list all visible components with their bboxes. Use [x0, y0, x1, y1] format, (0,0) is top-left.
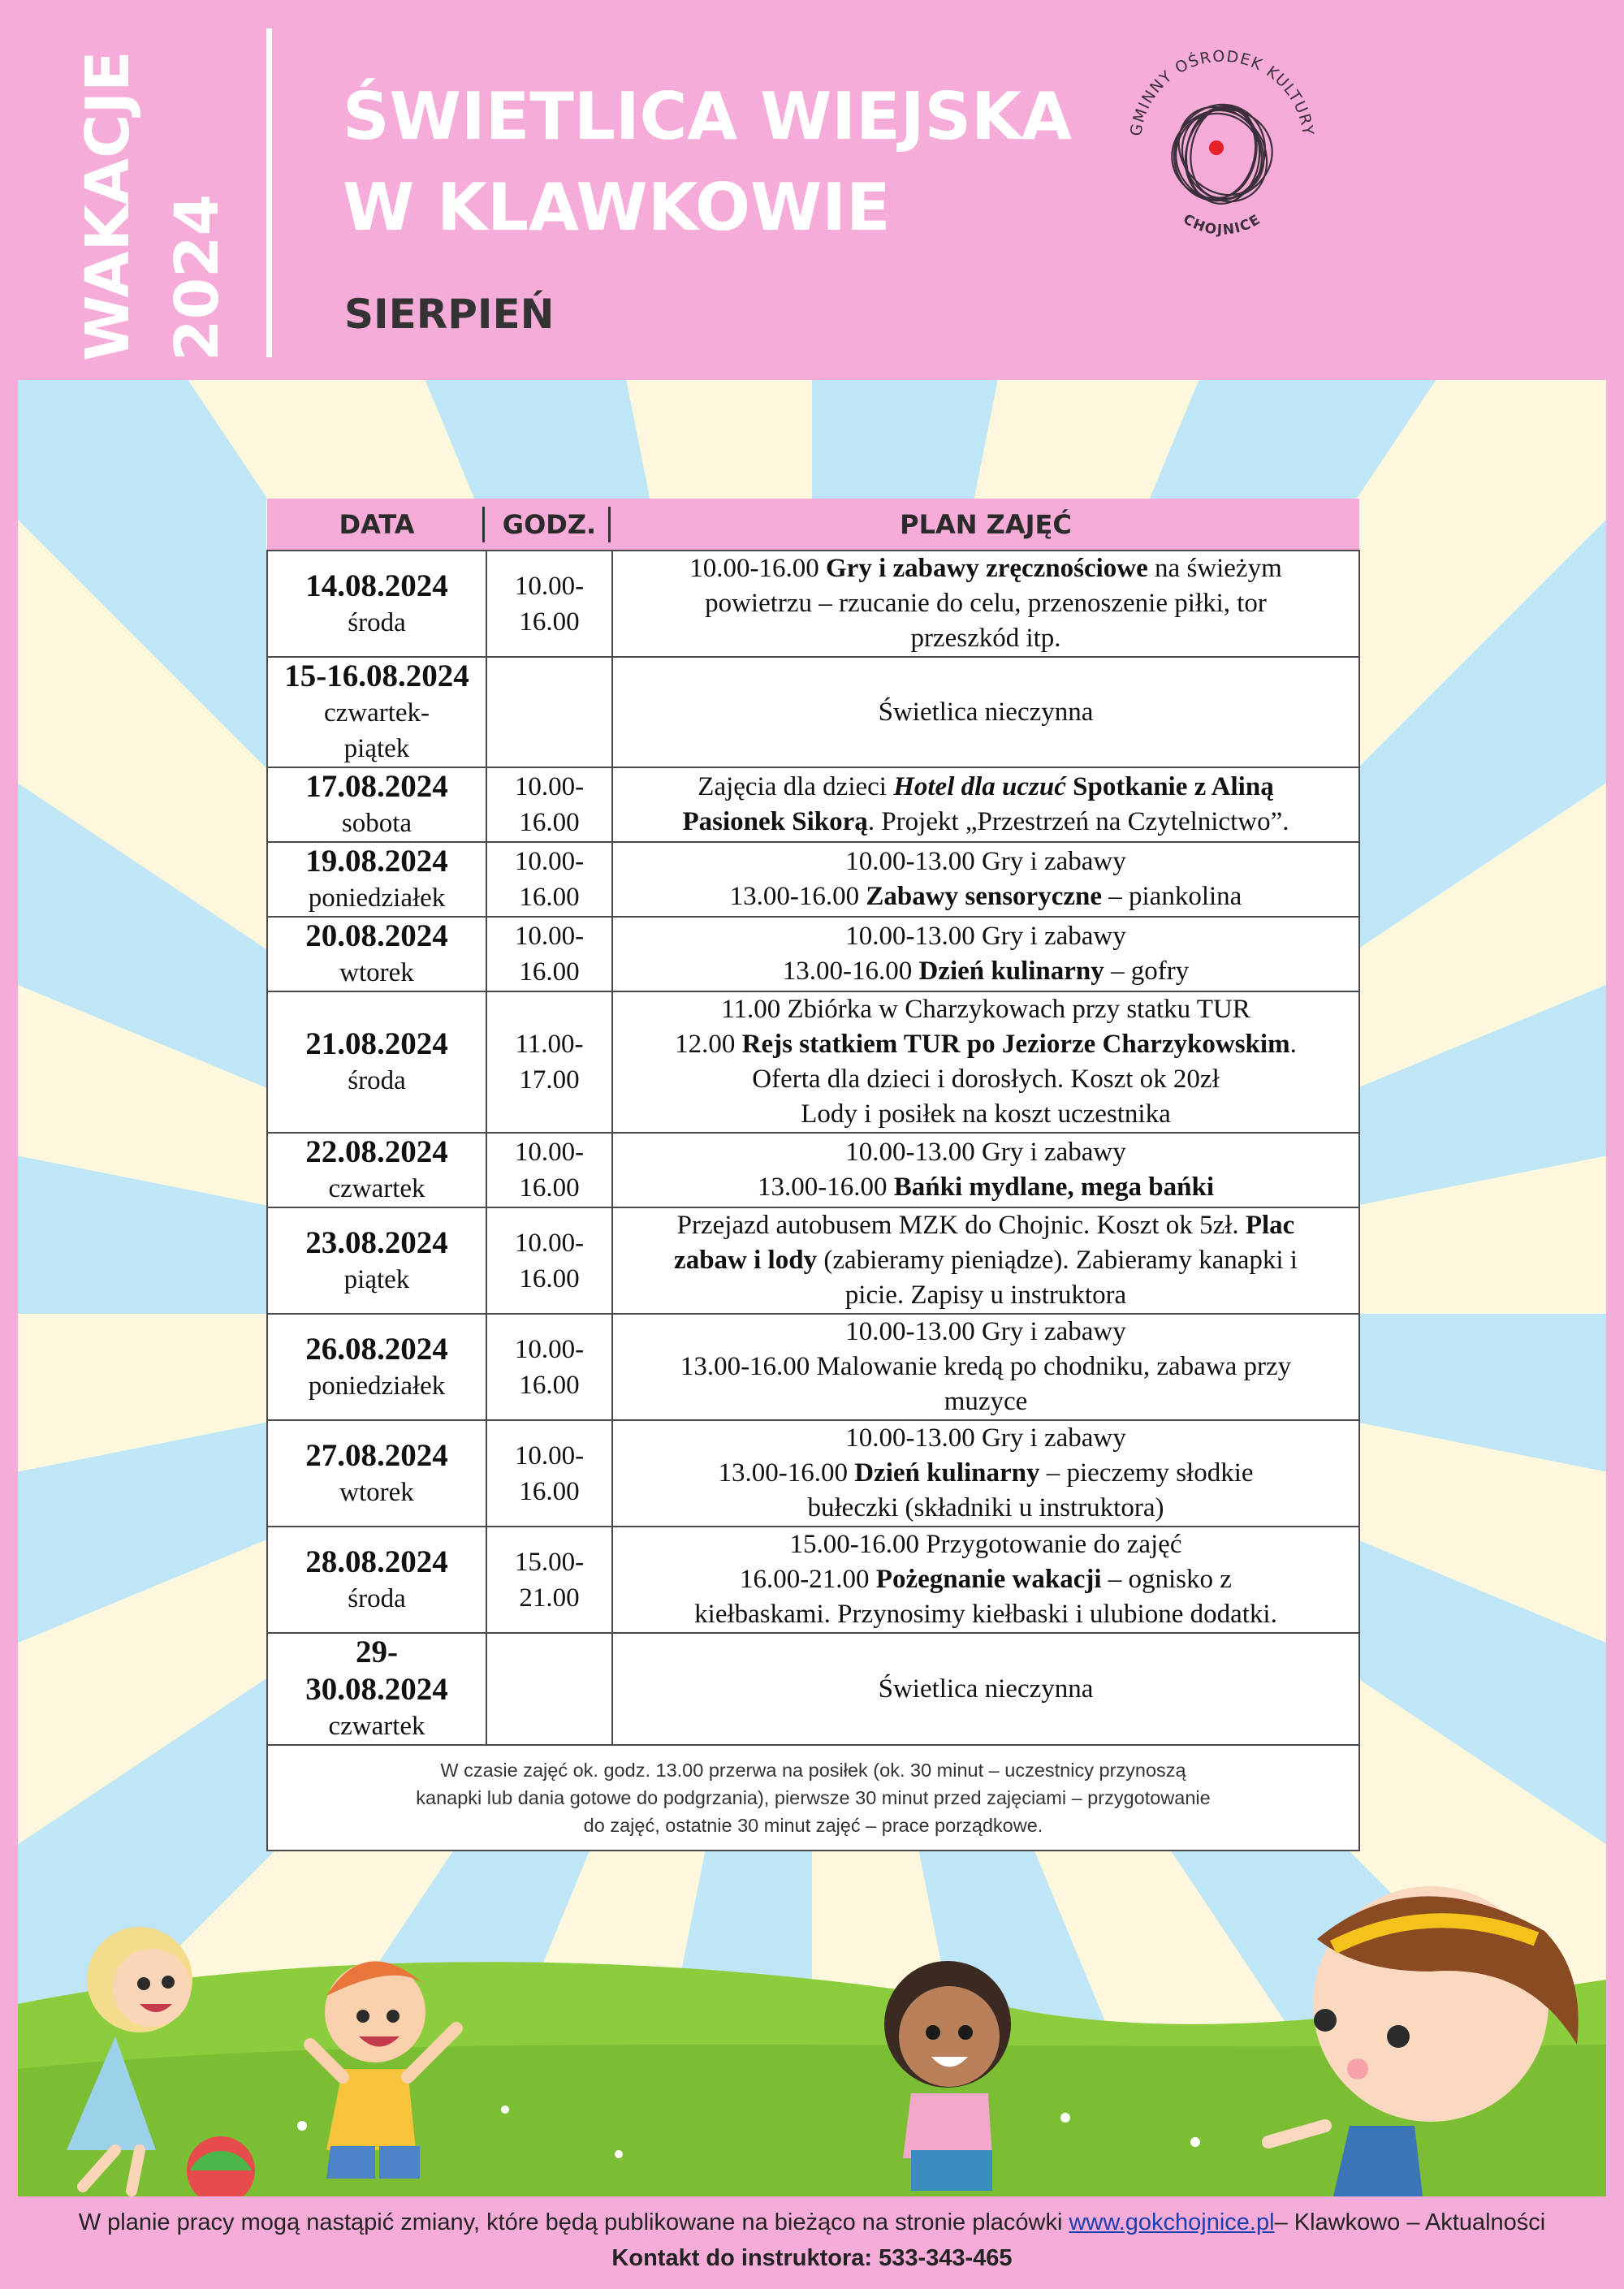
plan-text: picie. Zapisy u instruktora	[844, 1281, 1127, 1310]
website-link[interactable]: www.gokchojnice.pl	[1069, 2209, 1275, 2235]
note-line: kanapki lub dania gotowe do podgrzania), pierwsze 30 minut przed zajęciami – przygotowanie	[416, 1787, 1211, 1808]
plan-line	[620, 586, 1352, 621]
plan-text: 10.00-13.00 Gry i zabawy	[845, 1138, 1126, 1167]
plan-text: na świeżym	[1147, 554, 1282, 583]
plan-cell	[612, 991, 1359, 1133]
date-value: 19.08.2024	[305, 844, 448, 879]
vertical-title	[70, 32, 232, 365]
plan-line	[620, 1597, 1352, 1632]
plan-text: bułeczki (składniki u instruktora)	[807, 1493, 1164, 1522]
plan-cell	[612, 551, 1359, 657]
plan-text: . Projekt „Przestrzeń na Czytelnictwo”.	[867, 807, 1289, 836]
plan-line	[620, 621, 1352, 656]
hours-value: 16.00	[519, 957, 580, 987]
plan-line	[620, 1097, 1352, 1132]
plan-line	[620, 919, 1352, 954]
plan-line	[620, 1384, 1352, 1419]
date-cell	[267, 767, 486, 842]
plan-text: 13.00-16.00 Malowanie kredą po chodniku, zabawa przy	[680, 1352, 1292, 1381]
plan-text: Zajęcia dla dzieci	[698, 772, 894, 801]
plan-line	[620, 1527, 1352, 1562]
schedule-table	[266, 499, 1360, 1851]
plan-line	[620, 879, 1352, 914]
header-separator	[608, 507, 611, 542]
date-cell	[267, 1133, 486, 1207]
plan-cell	[612, 1527, 1359, 1633]
header-date	[267, 499, 486, 551]
plan-cell	[612, 842, 1359, 917]
plan-text: Pasionek Sikorą	[682, 807, 868, 836]
plan-line	[620, 1456, 1352, 1491]
plan-line	[620, 844, 1352, 879]
date-value: 26.08.2024	[305, 1331, 448, 1367]
plan-line	[620, 992, 1352, 1027]
plan-text: 10.00-13.00 Gry i zabawy	[845, 847, 1126, 876]
plan-line	[620, 1278, 1352, 1313]
plan-line	[620, 1491, 1352, 1526]
plan-cell	[612, 767, 1359, 842]
schedule-row	[267, 551, 1359, 657]
hours-value: 10.00-	[514, 1138, 585, 1167]
hours-cell	[486, 551, 612, 657]
plan-text: Gry i zabawy zręcznościowe	[826, 554, 1148, 583]
hours-value: 16.00	[519, 1263, 580, 1294]
hours-cell	[486, 767, 612, 842]
plan-line	[620, 1421, 1352, 1456]
plan-line	[620, 1562, 1352, 1597]
vertical-title-line-1: WAKACJE	[73, 50, 143, 361]
plan-cell	[612, 1207, 1359, 1314]
schedule-row	[267, 991, 1359, 1133]
weekday-label: czwartek-	[323, 698, 430, 728]
hours-value: 10.00-	[514, 847, 585, 876]
schedule-row	[267, 917, 1359, 991]
header-plan-label: PLAN ZAJĘĆ	[900, 508, 1072, 540]
plan-text: 13.00-16.00	[718, 1458, 855, 1488]
date-value: 22.08.2024	[305, 1134, 448, 1169]
plan-text: 13.00-16.00	[757, 1173, 894, 1202]
schedule-row	[267, 1633, 1359, 1745]
weekday-label: sobota	[341, 809, 412, 838]
table-header-row	[267, 499, 1359, 551]
logo-bottom-text: CHOJNICE	[1180, 211, 1264, 239]
schedule-row	[267, 767, 1359, 842]
weekday-label: czwartek	[328, 1174, 425, 1203]
plan-text: 15.00-16.00 Przygotowanie do zajęć	[789, 1530, 1182, 1559]
date-cell	[267, 657, 486, 767]
plan-text: 10.00-13.00 Gry i zabawy	[845, 1423, 1126, 1453]
weekday-label: środa	[348, 1583, 406, 1613]
footer-notice-suffix: – Klawkowo – Aktualności	[1274, 2209, 1546, 2235]
plan-line	[620, 695, 1352, 730]
schedule-note	[267, 1745, 1359, 1851]
schedule-row	[267, 1527, 1359, 1633]
plan-text: 10.00-13.00 Gry i zabawy	[845, 922, 1126, 951]
plan-cell	[612, 1420, 1359, 1527]
page-title-line-2: W KLAWKOWIE	[343, 170, 891, 245]
schedule-row	[267, 842, 1359, 917]
date-value: 29-	[356, 1635, 398, 1669]
hours-value: 11.00-	[515, 1030, 584, 1059]
hours-cell	[486, 1133, 612, 1207]
weekday-label: piątek	[343, 734, 410, 763]
header-date-label: DATA	[339, 508, 415, 540]
plan-text: 11.00 Zbiórka w Charzykowach przy statku TUR	[721, 995, 1250, 1024]
plan-line	[620, 1062, 1352, 1097]
hours-cell	[486, 917, 612, 991]
weekday-label: środa	[348, 607, 406, 637]
date-cell	[267, 991, 486, 1133]
footer-notice-text: W planie pracy mogą nastąpić zmiany, które będą publikowane na bieżąco na stronie placówki	[78, 2209, 1069, 2235]
schedule-body	[267, 551, 1359, 1745]
plan-text: kiełbaskami. Przynosimy kiełbaski i ulubione dodatki.	[694, 1600, 1277, 1629]
vertical-title-svg	[70, 32, 232, 365]
page-title-line-1: ŚWIETLICA WIEJSKA	[343, 79, 1073, 154]
plan-line	[620, 805, 1352, 840]
plan-text: Dzień kulinarny	[854, 1458, 1040, 1488]
plan-text: – pieczemy słodkie	[1039, 1458, 1254, 1488]
hours-value: 10.00-	[514, 772, 585, 801]
plan-text: Przejazd autobusem MZK do Chojnic. Koszt ok 5zł.	[676, 1211, 1246, 1240]
plan-line	[620, 1672, 1352, 1707]
hours-value: 16.00	[519, 1476, 580, 1506]
schedule-row	[267, 1207, 1359, 1314]
hours-value: 10.00-	[514, 1334, 585, 1364]
plan-text: zabaw i lody	[674, 1246, 818, 1275]
plan-text: – piankolina	[1102, 882, 1242, 911]
hours-value: 16.00	[519, 1370, 580, 1400]
weekday-label: środa	[348, 1066, 406, 1095]
plan-cell	[612, 657, 1359, 767]
plan-text: Dzień kulinarny	[918, 957, 1104, 986]
plan-cell	[612, 1314, 1359, 1420]
date-value: 17.08.2024	[305, 769, 448, 804]
plan-line	[620, 1135, 1352, 1170]
plan-text: 13.00-16.00	[729, 882, 866, 911]
date-cell	[267, 1527, 486, 1633]
plan-text: muzyce	[944, 1387, 1028, 1416]
plan-line	[620, 1350, 1352, 1384]
hours-value: 16.00	[519, 1173, 580, 1203]
plan-text: Rejs statkiem TUR po Jeziorze Charzykowskim	[741, 1030, 1290, 1059]
date-value: 30.08.2024	[305, 1672, 448, 1707]
header-plan	[612, 499, 1359, 551]
plan-line	[620, 770, 1352, 805]
note-row	[267, 1745, 1359, 1851]
hours-value: 16.00	[519, 808, 580, 837]
hours-value: 21.00	[519, 1583, 580, 1613]
note-line: do zajęć, ostatnie 30 minut zajęć – prace porządkowe.	[583, 1815, 1043, 1836]
weekday-label: poniedziałek	[308, 883, 446, 913]
gok-logo-svg	[1121, 49, 1324, 252]
plan-text: Oferta dla dzieci i dorosłych. Koszt ok 20zł	[752, 1065, 1220, 1094]
date-value: 27.08.2024	[305, 1437, 448, 1473]
plan-text: Zabawy sensoryczne	[866, 882, 1102, 911]
date-cell	[267, 1314, 486, 1420]
kids-scene	[18, 1882, 1606, 2196]
weekday-label: wtorek	[339, 1477, 414, 1507]
hours-value: 16.00	[519, 883, 580, 912]
plan-text: 12.00	[675, 1030, 742, 1059]
plan-text: Spotkanie z Aliną	[1073, 772, 1274, 801]
page-title	[343, 71, 1122, 253]
plan-text	[1066, 772, 1073, 801]
hours-value: 17.00	[519, 1065, 580, 1095]
plan-line	[620, 1027, 1352, 1062]
plan-text: Bańki mydlane, mega bańki	[893, 1173, 1214, 1202]
date-value: 28.08.2024	[305, 1544, 448, 1579]
date-value: 15-16.08.2024	[284, 659, 469, 693]
footer	[0, 2196, 1624, 2289]
hours-value: 10.00-	[514, 1440, 585, 1471]
plan-text: (zabieramy pieniądze). Zabieramy kanapki i	[817, 1246, 1298, 1275]
plan-line	[620, 1208, 1352, 1243]
hours-value: 10.00-	[514, 922, 585, 951]
plan-text: – ognisko z	[1101, 1565, 1232, 1594]
weekday-label: piątek	[343, 1264, 410, 1294]
hours-value: 15.00-	[514, 1547, 585, 1577]
date-value: 14.08.2024	[305, 568, 448, 603]
header-hours	[486, 499, 612, 551]
instructor-contact: Kontakt do instruktora: 533-343-465	[611, 2245, 1013, 2271]
plan-text: Hotel dla uczuć	[893, 772, 1066, 801]
schedule-row	[267, 1314, 1359, 1420]
header-hours-label: GODZ.	[502, 508, 597, 540]
logo-arc-text: GMINNY OŚRODEK KULTURY	[1127, 49, 1317, 138]
header-divider	[266, 28, 272, 357]
hours-cell	[486, 1527, 612, 1633]
date-value: 21.08.2024	[305, 1026, 448, 1061]
date-cell	[267, 551, 486, 657]
header-separator	[482, 507, 485, 542]
hours-cell	[486, 1207, 612, 1314]
plan-text: 13.00-16.00	[782, 957, 919, 986]
date-cell	[267, 1207, 486, 1314]
plan-line	[620, 1315, 1352, 1350]
weekday-label: czwartek	[328, 1712, 425, 1741]
footer-notice	[0, 2209, 1624, 2236]
plan-line	[620, 954, 1352, 989]
plan-text: Świetlica nieczynna	[878, 1674, 1094, 1704]
plan-text: 10.00-13.00 Gry i zabawy	[845, 1317, 1126, 1346]
date-value: 20.08.2024	[305, 918, 448, 953]
gok-logo	[1121, 49, 1324, 252]
date-cell	[267, 1633, 486, 1745]
plan-text: .	[1289, 1030, 1297, 1059]
plan-line	[620, 551, 1352, 586]
weekday-label: poniedziałek	[308, 1371, 446, 1401]
date-cell	[267, 1420, 486, 1527]
plan-cell	[612, 1633, 1359, 1745]
plan-text: Pożegnanie wakacji	[875, 1565, 1102, 1594]
plan-text: 10.00-16.00	[689, 554, 826, 583]
date-value: 23.08.2024	[305, 1224, 448, 1260]
plan-cell	[612, 1133, 1359, 1207]
hours-cell	[486, 1420, 612, 1527]
plan-text: Świetlica nieczynna	[878, 697, 1094, 727]
month-label: SIERPIEŃ	[344, 291, 555, 338]
plan-line	[620, 1170, 1352, 1205]
hours-cell	[486, 1633, 612, 1745]
hours-value: 10.00-	[514, 571, 585, 601]
weekday-label: wtorek	[339, 958, 414, 987]
header	[0, 0, 1624, 380]
plan-text: powietrzu – rzucanie do celu, przenoszenie piłki, tor	[705, 589, 1267, 618]
plan-line	[620, 1243, 1352, 1278]
note-line: W czasie zajęć ok. godz. 13.00 przerwa na posiłek (ok. 30 minut – uczestnicy przynoszą	[440, 1760, 1186, 1781]
hours-value: 10.00-	[514, 1228, 585, 1258]
schedule-row	[267, 657, 1359, 767]
plan-text: przeszkód itp.	[910, 624, 1061, 653]
plan-text: – gofry	[1104, 957, 1190, 986]
plan-cell	[612, 917, 1359, 991]
hours-cell	[486, 1314, 612, 1420]
hours-cell	[486, 991, 612, 1133]
hours-value: 16.00	[519, 607, 580, 637]
plan-text: 16.00-21.00	[740, 1565, 876, 1594]
hours-cell	[486, 842, 612, 917]
date-cell	[267, 917, 486, 991]
logo-red-dot	[1209, 140, 1224, 155]
plan-text: Lody i posiłek na koszt uczestnika	[801, 1099, 1171, 1129]
hours-cell	[486, 657, 612, 767]
plan-text: Plac	[1245, 1211, 1295, 1240]
schedule-row	[267, 1133, 1359, 1207]
date-cell	[267, 842, 486, 917]
vertical-title-line-2: 2024	[162, 194, 232, 361]
schedule-row	[267, 1420, 1359, 1527]
